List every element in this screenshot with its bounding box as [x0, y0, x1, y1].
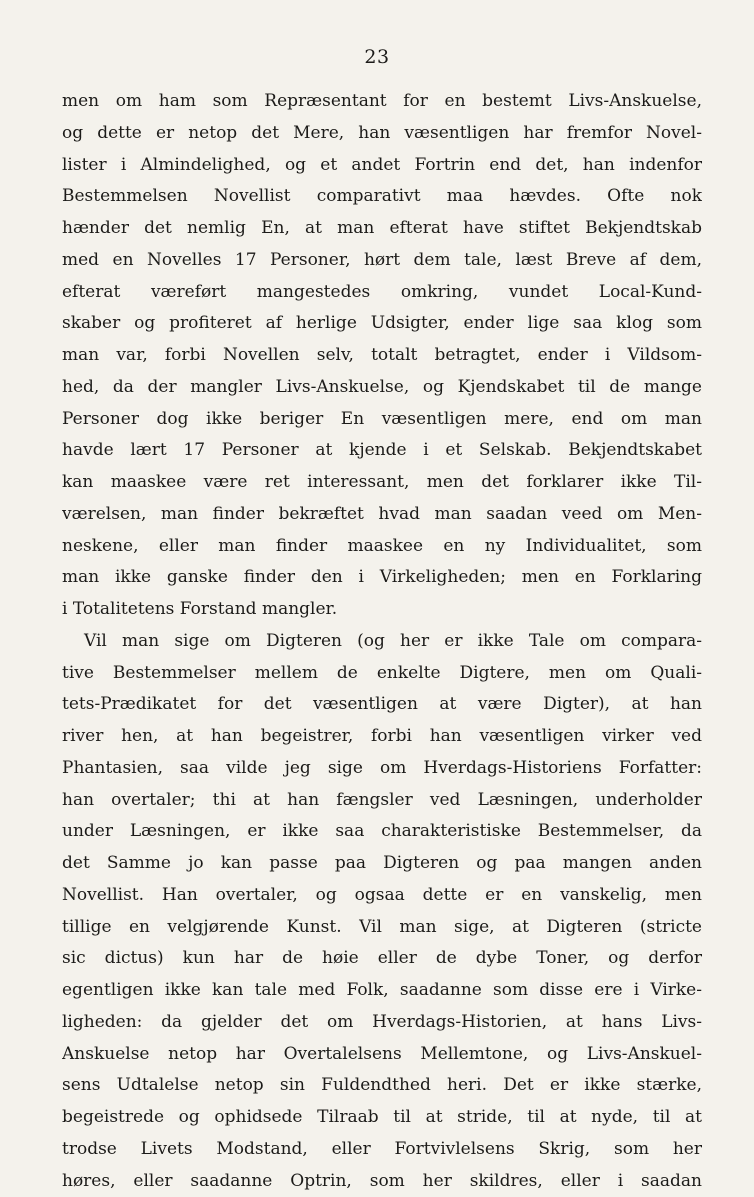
- text-line: men om ham som Repræsentant for en bestemt Livs-Anskuelse,: [62, 86, 702, 118]
- text-line: Vil man sige om Digteren (og her er ikke Tale om compara-: [62, 626, 702, 658]
- text-line: Novellist. Han overtaler, og ogsaa dette er en vanskelig, men: [62, 880, 702, 912]
- text-line: han overtaler; thi at han fængsler ved Læsningen, underholder: [62, 785, 702, 817]
- text-line: sic dictus) kun har de høie eller de dybe Toner, og derfor: [62, 943, 702, 975]
- text-line: tive Bestemmelser mellem de enkelte Digtere, men om Quali-: [62, 658, 702, 690]
- text-line: skaber og profiteret af herlige Udsigter, ender lige saa klog som: [62, 308, 702, 340]
- text-line: neskene, eller man finder maaskee en ny Individualitet, som: [62, 531, 702, 563]
- text-line: høres, eller saadanne Optrin, som her skildres, eller i saadan: [62, 1166, 702, 1197]
- text-line: efterat væreført mangestedes omkring, vundet Local-Kund-: [62, 277, 702, 309]
- text-line: Bestemmelsen Novellist comparativt maa hævdes. Ofte nok: [62, 181, 702, 213]
- text-line: man ikke ganske finder den i Virkeligheden; men en Forklaring: [62, 562, 702, 594]
- text-line: ligheden: da gjelder det om Hverdags-Historien, at hans Livs-: [62, 1007, 702, 1039]
- text-line: og dette er netop det Mere, han væsentligen har fremfor Novel-: [62, 118, 702, 150]
- text-line: egentligen ikke kan tale med Folk, saadanne som disse ere i Virke-: [62, 975, 702, 1007]
- text-line: river hen, at han begeistrer, forbi han væsentligen virker ved: [62, 721, 702, 753]
- text-line: sens Udtalelse netop sin Fuldendthed heri. Det er ikke stærke,: [62, 1070, 702, 1102]
- text-line: begeistrede og ophidsede Tilraab til at stride, til at nyde, til at: [62, 1102, 702, 1134]
- text-line: værelsen, man finder bekræftet hvad man saadan veed om Men-: [62, 499, 702, 531]
- text-line: man var, forbi Novellen selv, totalt betragtet, ender i Vildsom-: [62, 340, 702, 372]
- text-line: lister i Almindelighed, og et andet Fortrin end det, han indenfor: [62, 150, 702, 182]
- text-line: tillige en velgjørende Kunst. Vil man sige, at Digteren (stricte: [62, 912, 702, 944]
- text-line: tets-Prædikatet for det væsentligen at være Digter), at han: [62, 689, 702, 721]
- text-line: trodse Livets Modstand, eller Fortvivlelsens Skrig, som her: [62, 1134, 702, 1166]
- text-line: i Totalitetens Forstand mangler.: [62, 594, 702, 626]
- text-line: Anskuelse netop har Overtalelsens Mellemtone, og Livs-Anskuel-: [62, 1039, 702, 1071]
- text-line: under Læsningen, er ikke saa charakteristiske Bestemmelser, da: [62, 816, 702, 848]
- page-number: 23: [0, 46, 754, 68]
- text-line: hed, da der mangler Livs-Anskuelse, og Kjendskabet til de mange: [62, 372, 702, 404]
- text-line: hænder det nemlig En, at man efterat have stiftet Bekjendtskab: [62, 213, 702, 245]
- body-text: [62, 86, 702, 1197]
- text-line: havde lært 17 Personer at kjende i et Selskab. Bekjendtskabet: [62, 435, 702, 467]
- text-line: med en Novelles 17 Personer, hørt dem tale, læst Breve af dem,: [62, 245, 702, 277]
- text-line: Phantasien, saa vilde jeg sige om Hverdags-Historiens Forfatter:: [62, 753, 702, 785]
- text-line: det Samme jo kan passe paa Digteren og paa mangen anden: [62, 848, 702, 880]
- text-line: Personer dog ikke beriger En væsentligen mere, end om man: [62, 404, 702, 436]
- text-line: kan maaskee være ret interessant, men det forklarer ikke Til-: [62, 467, 702, 499]
